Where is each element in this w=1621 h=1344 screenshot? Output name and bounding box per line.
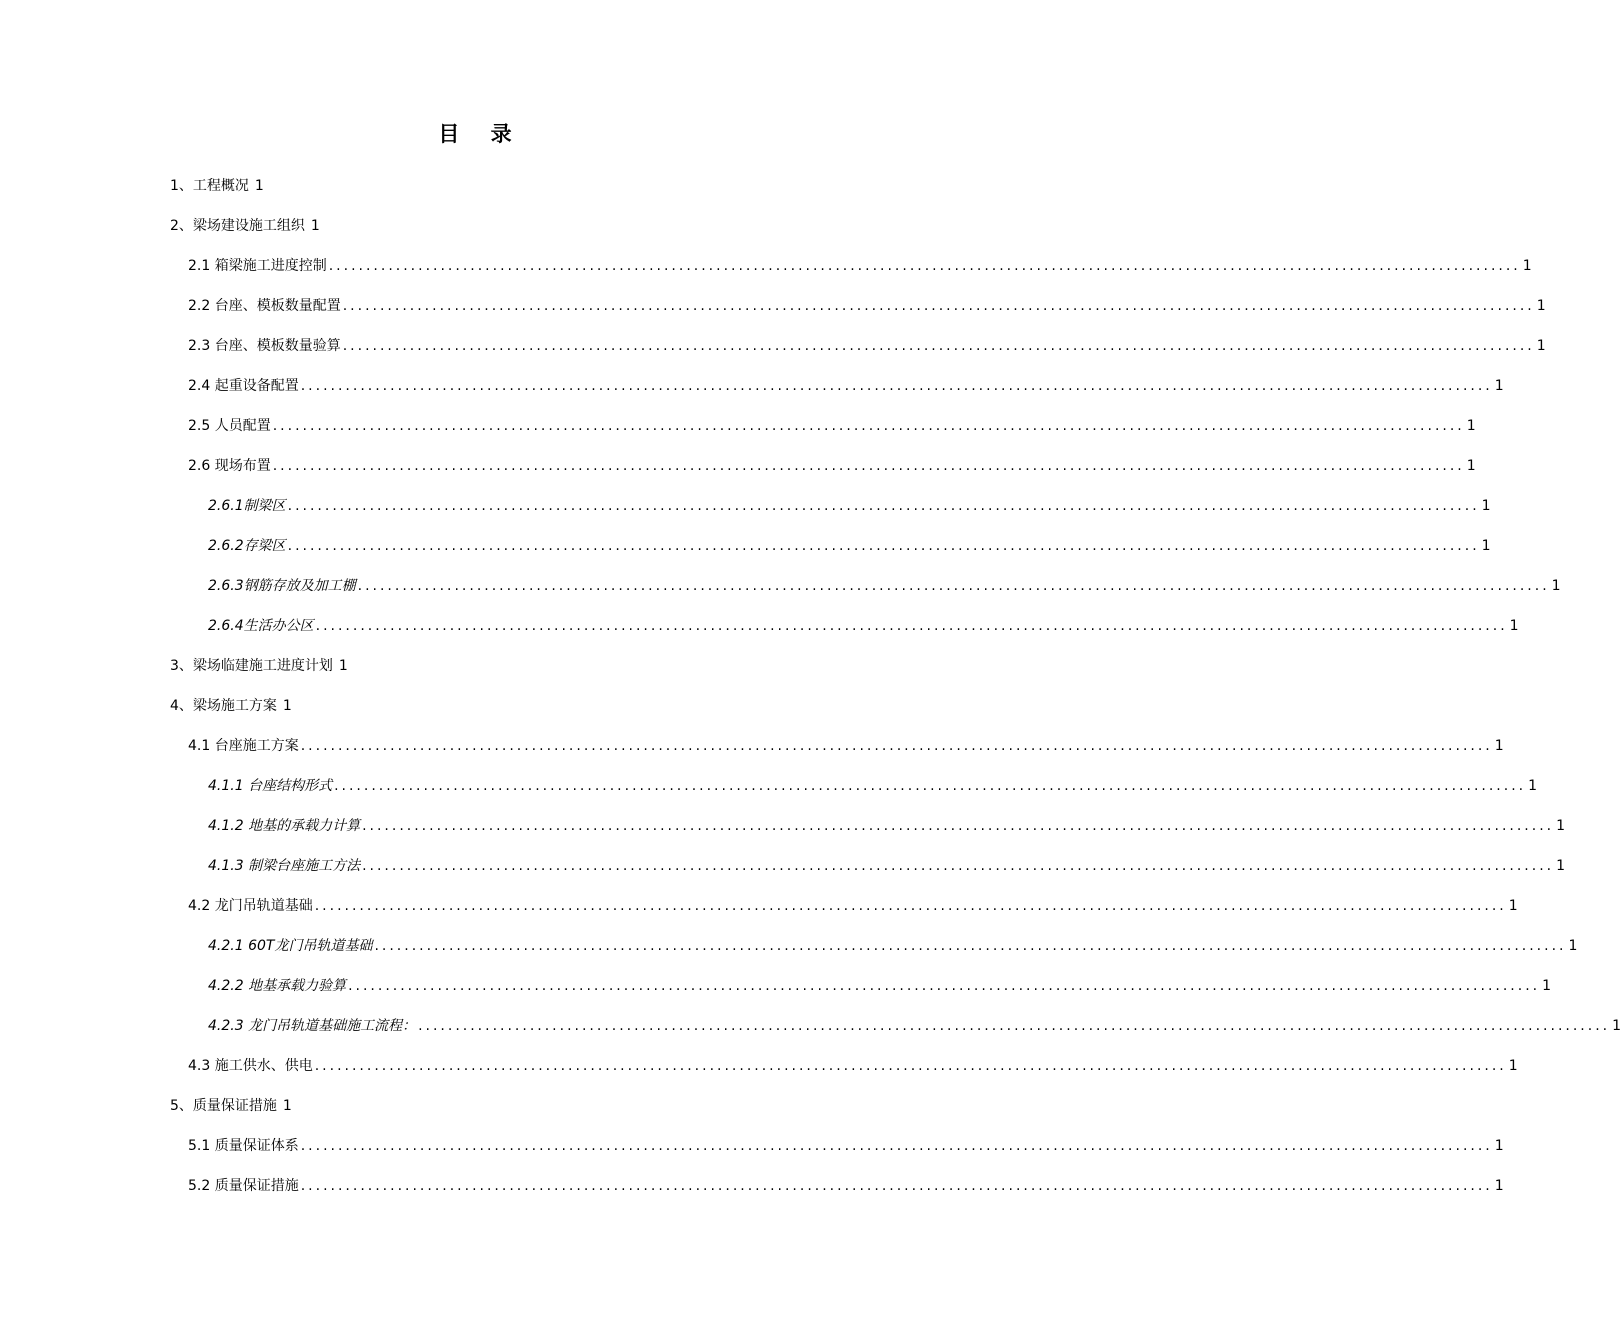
toc-entry-text: 2.6 现场布置 xyxy=(188,458,271,474)
toc-entry-text: 2.6.1制梁区 xyxy=(208,498,286,514)
toc-entry-text: 4.1.1 台座结构形式 xyxy=(208,778,333,794)
toc-entry-text: 5.2 质量保证措施 xyxy=(188,1178,299,1194)
toc-entry[interactable] xyxy=(0,846,1566,886)
toc-page-number: 1 xyxy=(1509,618,1519,634)
toc-page-number: 1 xyxy=(1508,1058,1518,1074)
toc-entry[interactable] xyxy=(0,366,1504,406)
toc-page-number: 1 xyxy=(310,218,320,234)
toc-entry-text: 2.6.3钢筋存放及加工棚 xyxy=(208,578,356,594)
toc-leader-dots: ................................................................................................................................................................ xyxy=(315,618,1508,634)
toc-leader-dots: ................................................................................................................................................................ xyxy=(287,498,1480,514)
toc-leader-dots: ................................................................................................................................................................ xyxy=(342,338,1535,354)
toc-page-number: 1 xyxy=(1494,378,1504,394)
toc-page-number: 1 xyxy=(1466,418,1476,434)
toc-entry-text: 2.1 箱梁施工进度控制 xyxy=(188,258,327,274)
toc-page-number: 1 xyxy=(1494,1138,1504,1154)
toc-entry[interactable] xyxy=(0,606,1519,646)
toc-entry[interactable] xyxy=(0,1126,1504,1166)
toc-entry[interactable] xyxy=(0,966,1552,1006)
toc-entry[interactable] xyxy=(0,246,1532,286)
toc-entry-text: 4.2.2 地基承载力验算 xyxy=(208,978,347,994)
toc-entry-text: 4.2.3 龙门吊轨道基础施工流程： xyxy=(208,1018,417,1034)
toc-page-number: 1 xyxy=(282,1098,292,1114)
toc-entry[interactable] xyxy=(0,686,950,726)
toc-entry-text: 2.5 人员配置 xyxy=(188,418,271,434)
toc-entry-text: 4、梁场施工方案 xyxy=(170,698,277,714)
toc-page-number: 1 xyxy=(1494,1178,1504,1194)
toc-page-number: 1 xyxy=(1542,978,1552,994)
toc-entry[interactable] xyxy=(0,166,950,206)
toc-entry-text: 4.2 龙门吊轨道基础 xyxy=(188,898,313,914)
toc-page-number: 1 xyxy=(1481,538,1491,554)
toc-entry-text: 5.1 质量保证体系 xyxy=(188,1138,299,1154)
toc-leader-dots: ................................................................................................................................................................ xyxy=(314,898,1507,914)
toc-page-number: 1 xyxy=(1556,858,1566,874)
toc-entry-text: 4.1 台座施工方案 xyxy=(188,738,299,754)
toc-leader-dots: ................................................................................................................................................................ xyxy=(300,738,1493,754)
toc-leader-dots: ................................................................................................................................................................ xyxy=(300,1138,1493,1154)
toc-page-number: 1 xyxy=(1556,818,1566,834)
toc-entry-text: 4.1.3 制梁台座施工方法 xyxy=(208,858,361,874)
toc-entry-text: 4.1.2 地基的承载力计算 xyxy=(208,818,361,834)
toc-entry-text: 4.2.1 60T龙门吊轨道基础 xyxy=(208,938,373,954)
toc-page-number: 1 xyxy=(1466,458,1476,474)
toc-title: 目 录 xyxy=(438,122,524,146)
toc-leader-dots: ................................................................................................................................................................ xyxy=(348,978,1541,994)
toc-page-number: 1 xyxy=(1481,498,1491,514)
toc-entry-text: 2.2 台座、模板数量配置 xyxy=(188,298,341,314)
toc-page-number: 1 xyxy=(1568,938,1578,954)
toc-entry[interactable] xyxy=(0,1006,1621,1046)
toc-entry[interactable] xyxy=(0,526,1491,566)
toc-entry[interactable] xyxy=(0,326,1546,366)
toc-leader-dots: ................................................................................................................................................................ xyxy=(272,418,1465,434)
toc-page-number: 1 xyxy=(1612,1018,1621,1034)
toc-leader-dots: ................................................................................................................................................................ xyxy=(362,858,1555,874)
toc-page-number: 1 xyxy=(338,658,348,674)
toc-entry[interactable] xyxy=(0,646,950,686)
toc-entry[interactable] xyxy=(0,926,1578,966)
toc-page-number: 1 xyxy=(1528,778,1538,794)
toc-entry-text: 2.6.2存梁区 xyxy=(208,538,286,554)
toc-entry-text: 4.3 施工供水、供电 xyxy=(188,1058,313,1074)
toc-leader-dots: ................................................................................................................................................................ xyxy=(314,1058,1507,1074)
toc-leader-dots: ................................................................................................................................................................ xyxy=(300,1178,1493,1194)
toc-leader-dots: ................................................................................................................................................................ xyxy=(342,298,1535,314)
toc-entry-text: 5、质量保证措施 xyxy=(170,1098,277,1114)
table-of-contents xyxy=(0,166,1621,1206)
toc-entry-text: 1、工程概况 xyxy=(170,178,249,194)
toc-page-number: 1 xyxy=(254,178,264,194)
toc-page-number: 1 xyxy=(1536,298,1546,314)
toc-entry[interactable] xyxy=(0,446,1476,486)
toc-leader-dots: ................................................................................................................................................................ xyxy=(357,578,1550,594)
toc-leader-dots: ................................................................................................................................................................ xyxy=(328,258,1521,274)
toc-entry-text: 2、梁场建设施工组织 xyxy=(170,218,305,234)
toc-leader-dots: ................................................................................................................................................................ xyxy=(272,458,1465,474)
toc-entry[interactable] xyxy=(0,206,950,246)
toc-entry-text: 2.4 起重设备配置 xyxy=(188,378,299,394)
toc-leader-dots: ................................................................................................................................................................ xyxy=(374,938,1567,954)
toc-entry[interactable] xyxy=(0,566,1561,606)
toc-entry-text: 2.3 台座、模板数量验算 xyxy=(188,338,341,354)
toc-leader-dots: ................................................................................................................................................................ xyxy=(362,818,1555,834)
toc-entry-text: 3、梁场临建施工进度计划 xyxy=(170,658,333,674)
toc-entry-text: 2.6.4生活办公区 xyxy=(208,618,314,634)
toc-entry[interactable] xyxy=(0,726,1504,766)
toc-entry[interactable] xyxy=(0,886,1518,926)
toc-page-number: 1 xyxy=(1522,258,1532,274)
toc-page-number: 1 xyxy=(1551,578,1561,594)
toc-entry[interactable] xyxy=(0,486,1491,526)
toc-entry[interactable] xyxy=(0,1086,950,1126)
toc-leader-dots: ................................................................................................................................................................ xyxy=(418,1018,1611,1034)
toc-page-number: 1 xyxy=(1508,898,1518,914)
toc-entry[interactable] xyxy=(0,406,1476,446)
toc-entry[interactable] xyxy=(0,766,1538,806)
toc-page-number: 1 xyxy=(282,698,292,714)
toc-leader-dots: ................................................................................................................................................................ xyxy=(334,778,1527,794)
toc-entry[interactable] xyxy=(0,1046,1518,1086)
toc-entry[interactable] xyxy=(0,1166,1504,1206)
toc-page-number: 1 xyxy=(1494,738,1504,754)
toc-entry[interactable] xyxy=(0,286,1546,326)
toc-page-number: 1 xyxy=(1536,338,1546,354)
toc-entry[interactable] xyxy=(0,806,1566,846)
toc-leader-dots: ................................................................................................................................................................ xyxy=(300,378,1493,394)
toc-leader-dots: ................................................................................................................................................................ xyxy=(287,538,1480,554)
